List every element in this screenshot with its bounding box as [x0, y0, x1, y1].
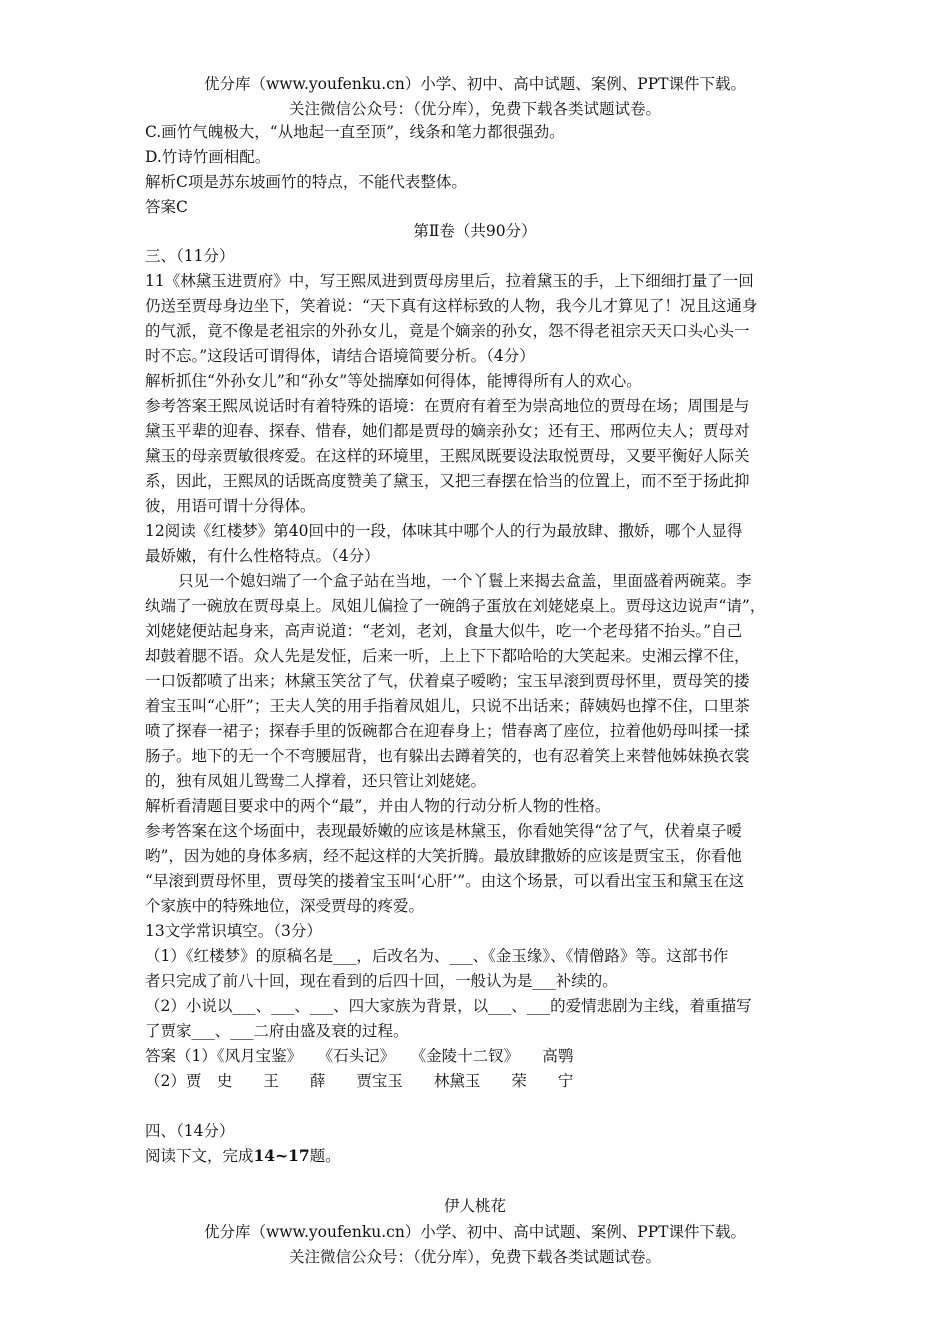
- q12-passage: 肠子。地下的无一个不弯腰屈背，也有躲出去蹲着笑的，也有忍着笑上来替他姊妹换衣裳: [145, 747, 750, 765]
- q12-passage: 却鼓着腮不语。众人先是发怔，后来一听，上上下下都哈哈的大笑起来。史湘云撑不住，: [145, 647, 750, 665]
- q13-line: （2）小说以___、___、___、四大家族为背景，以___、___的爱情悲剧为主线，着重描写: [145, 997, 752, 1015]
- article-title: 伊人桃花: [443, 1197, 506, 1215]
- q12-passage: 纨端了一碗放在贾母桌上。凤姐儿偏捡了一碗鸽子蛋放在刘姥姥桌上。贾母这边说声“请”，: [145, 597, 766, 615]
- q12-passage: 刘姥姥便站起身来，高声说道：“老刘，老刘，食量大似牛，吃一个老母猪不抬头。”自己: [145, 622, 743, 640]
- q11-line: 时不忘。”这段话可谓得体，请结合语境简要分析。（4分）: [145, 347, 535, 365]
- header-line-1: 优分库（www.youfenku.cn）小学、初中、高中试题、案例、PPT课件下载。: [203, 75, 747, 93]
- q13-line: 者只完成了前八十回，现在看到的后四十回，一般认为是___补续的。: [145, 972, 618, 990]
- q11-ref-answer: 彼，用语可谓十分得体。: [145, 497, 316, 515]
- section4-title: 四、（14分）: [145, 1122, 235, 1140]
- part2-title: 第Ⅱ卷（共90分）: [413, 222, 537, 240]
- q10-analysis: 解析C项是苏东坡画竹的特点，不能代表整体。: [145, 173, 467, 191]
- q12-ref-answer: 个家族中的特殊地位，深受贾母的疼爱。: [145, 897, 425, 915]
- section3-title: 三、（11分）: [145, 247, 235, 265]
- q12-passage: 只见一个媳妇端了一个盒子站在当地，一个丫鬟上来揭去盒盖，里面盛着两碗菜。李: [178, 572, 752, 590]
- q12-passage: 一口饭都喷了出来；林黛玉笑岔了气，伏着桌子嗳哟；宝玉早滚到贾母怀里，贾母笑的搂: [145, 672, 750, 690]
- option-c: C.画竹气魄极大，“从地起一直至顶”，线条和笔力都很强劲。: [145, 123, 565, 141]
- q13-answer-2: （2）贾 史 王 薛 贾宝玉 林黛玉 荣 宁: [145, 1072, 574, 1090]
- q12-passage: 喷了探春一裙子；探春手里的饭碗都合在迎春身上；惜春离了座位，拉着他奶母叫揉一揉: [145, 722, 750, 740]
- q11-line: 11《林黛玉进贾府》中，写王熙凤进到贾母房里后，拉着黛玉的手，上下细细打量了一回: [145, 272, 754, 290]
- q12-analysis: 解析看清题目要求中的两个“最”，并由人物的行动分析人物的性格。: [145, 797, 611, 815]
- q11-ref-answer: 黛玉平辈的迎春、探春、惜春，她们都是贾母的嫡亲孙女；还有王、邢两位夫人；贾母对: [145, 422, 750, 440]
- q12-line: 12阅读《红楼梦》第40回中的一段，体味其中哪个人的行为最放肆、撒娇，哪个人显得: [145, 522, 743, 540]
- q12-line: 最娇嫩，有什么性格特点。（4分）: [145, 547, 380, 565]
- section4-instruction: [145, 1145, 815, 1167]
- q11-ref-answer: 系，因此，王熙凤的话既高度赞美了黛玉，又把三春摆在恰当的位置上，而不至于扬此抑: [145, 472, 750, 490]
- q13-line: 了贾家___、___二府由盛及衰的过程。: [145, 1022, 409, 1040]
- instruction-range: 14~17: [253, 1146, 310, 1165]
- q12-passage: 着宝玉叫“心肝”；王夫人笑的用手指着凤姐儿，只说不出话来；薛姨妈也撑不住，口里茶: [145, 697, 750, 715]
- q13-line: （1）《红楼梦》的原稿名是___，后改名为、___、《金玉缘》、《情僧路》等。这部书作: [145, 947, 729, 965]
- q11-line: 的气派，竟不像是老祖宗的外孙女儿，竟是个嫡亲的孙女，怨不得老祖宗天天口头心头一: [145, 322, 750, 340]
- option-d: D.竹诗竹画相配。: [145, 148, 271, 166]
- footer-line-1: 优分库（www.youfenku.cn）小学、初中、高中试题、案例、PPT课件下载。: [203, 1223, 747, 1241]
- q12-passage: 的，独有凤姐儿鸳鸯二人撑着，还只管让刘姥姥。: [145, 772, 487, 790]
- q11-ref-answer: 黛玉的母亲贾敏很疼爱。在这样的环境里，王熙凤既要设法取悦贾母，又要平衡好人际关: [145, 447, 750, 465]
- q12-ref-answer: 参考答案在这个场面中，表现最娇嫩的应该是林黛玉，你看她笑得“岔了气，伏着桌子嗳: [145, 822, 742, 840]
- q13-answer-1: 答案（1）《风月宝鉴》 《石头记》 《金陵十二钗》 高鹗: [145, 1047, 574, 1065]
- instruction-suffix: 题。: [309, 1147, 341, 1165]
- q10-answer: 答案C: [145, 198, 188, 216]
- q11-analysis: 解析抓住“外孙女儿”和“孙女”等处揣摩如何得体，能博得所有人的欢心。: [145, 372, 642, 390]
- instruction-prefix: 阅读下文，完成: [145, 1147, 254, 1165]
- q12-ref-answer: “早滚到贾母怀里，贾母笑的搂着宝玉叫‘心肝’”。由这个场景，可以看出宝玉和黛玉在这: [145, 872, 745, 890]
- q11-ref-answer: 参考答案王熙凤说话时有着特殊的语境：在贾府有着至为崇高地位的贾母在场；周围是与: [145, 397, 750, 415]
- footer-line-2: 关注微信公众号：（优分库），免费下载各类试题试卷。: [288, 1248, 661, 1266]
- q11-line: 仍送至贾母身边坐下，笑着说：“天下真有这样标致的人物，我今儿才算见了！况且这通身: [145, 297, 758, 315]
- q12-ref-answer: 哟”，因为她的身体多病，经不起这样的大笑折腾。最放肆撒娇的应该是贾宝玉，你看他: [145, 847, 742, 865]
- header-line-2: 关注微信公众号：（优分库），免费下载各类试题试卷。: [288, 100, 661, 118]
- q13-title: 13文学常识填空。（3分）: [145, 922, 322, 940]
